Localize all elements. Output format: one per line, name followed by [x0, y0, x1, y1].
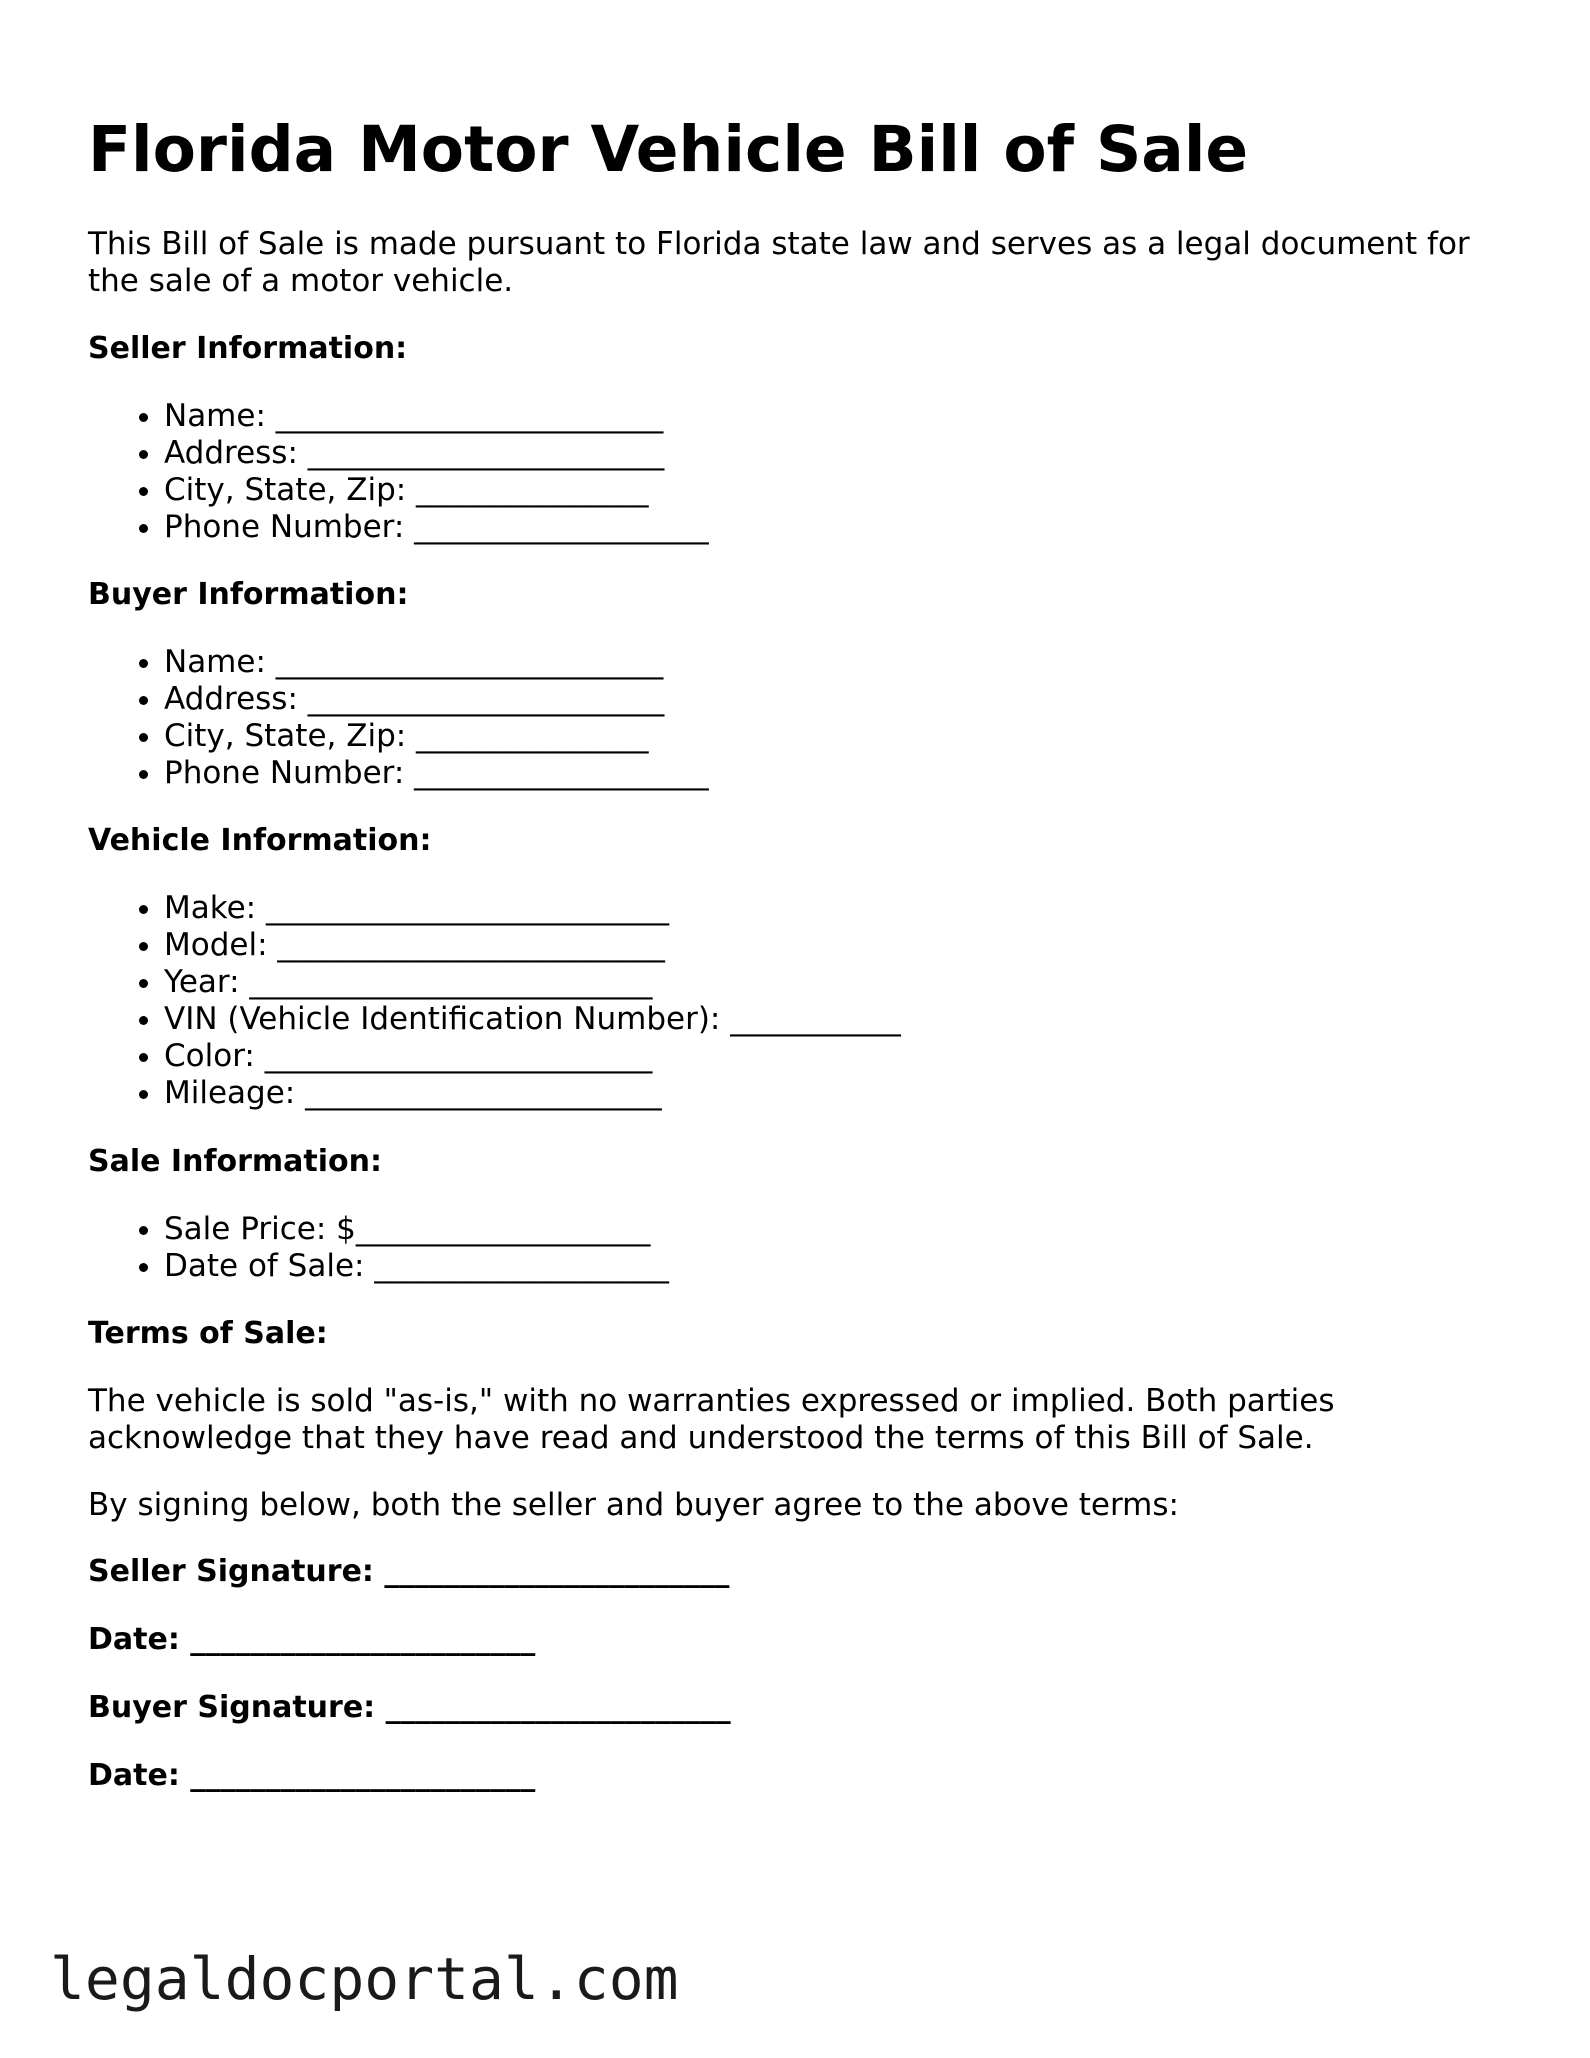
vehicle-list — [88, 890, 901, 1112]
signatures-section — [88, 1553, 731, 1794]
buyer-city-state-zip-field[interactable]: • City, State, Zip: _______________ — [164, 718, 709, 755]
seller-address-field[interactable]: • Address: _______________________ — [164, 435, 709, 472]
vehicle-heading: Vehicle Information: — [88, 823, 432, 858]
buyer-heading: Buyer Information: — [88, 577, 409, 612]
seller-phone-field[interactable]: • Phone Number: ___________________ — [164, 509, 709, 546]
vehicle-color-field[interactable]: • Color: _________________________ — [164, 1038, 901, 1075]
seller-heading: Seller Information: — [88, 331, 408, 366]
vehicle-mileage-field[interactable]: • Mileage: _______________________ — [164, 1075, 901, 1112]
agreement-paragraph: By signing below, both the seller and buyer agree to the above terms: — [88, 1487, 1179, 1523]
sale-date-field[interactable]: • Date of Sale: ___________________ — [164, 1248, 669, 1285]
seller-city-state-zip-field[interactable]: • City, State, Zip: _______________ — [164, 472, 709, 509]
vehicle-model-field[interactable]: • Model: _________________________ — [164, 927, 901, 964]
seller-signature-line[interactable]: Seller Signature: _______________________ — [88, 1554, 730, 1589]
seller-list — [88, 398, 709, 546]
terms-heading: Terms of Sale: — [88, 1316, 328, 1351]
vehicle-make-field[interactable]: • Make: __________________________ — [164, 890, 901, 927]
site-watermark: legaldocportal.com — [50, 1945, 679, 2013]
buyer-address-field[interactable]: • Address: _______________________ — [164, 681, 709, 718]
sale-heading: Sale Information: — [88, 1144, 382, 1179]
buyer-name-field[interactable]: • Name: _________________________ — [164, 644, 709, 681]
buyer-date-line[interactable]: Date: _______________________ — [88, 1758, 536, 1793]
buyer-list — [88, 644, 709, 792]
vehicle-section — [88, 822, 901, 1112]
seller-date-line[interactable]: Date: _______________________ — [88, 1622, 536, 1657]
buyer-signature-line[interactable]: Buyer Signature: _______________________ — [88, 1690, 731, 1725]
buyer-section — [88, 576, 709, 792]
intro-section — [88, 226, 1508, 300]
sale-list — [88, 1211, 669, 1285]
seller-name-field[interactable]: • Name: _________________________ — [164, 398, 709, 435]
terms-paragraph: The vehicle is sold "as-is," with no warranties expressed or implied. Both parties acknowledge that they have read and understood the terms of this Bill of Sale. — [88, 1383, 1335, 1456]
intro-paragraph: This Bill of Sale is made pursuant to Florida state law and serves as a legal document for the sale of a motor vehicle. — [88, 226, 1470, 299]
vehicle-vin-field[interactable]: • VIN (Vehicle Identification Number): ___________ — [164, 1001, 901, 1038]
buyer-phone-field[interactable]: • Phone Number: ___________________ — [164, 755, 709, 792]
vehicle-year-field[interactable]: • Year: __________________________ — [164, 964, 901, 1001]
terms-section — [88, 1315, 1508, 1524]
document-title: Florida Motor Vehicle Bill of Sale — [88, 113, 1249, 186]
sale-section — [88, 1143, 669, 1285]
seller-section — [88, 330, 709, 546]
sale-price-field[interactable]: • Sale Price: $___________________ — [164, 1211, 669, 1248]
